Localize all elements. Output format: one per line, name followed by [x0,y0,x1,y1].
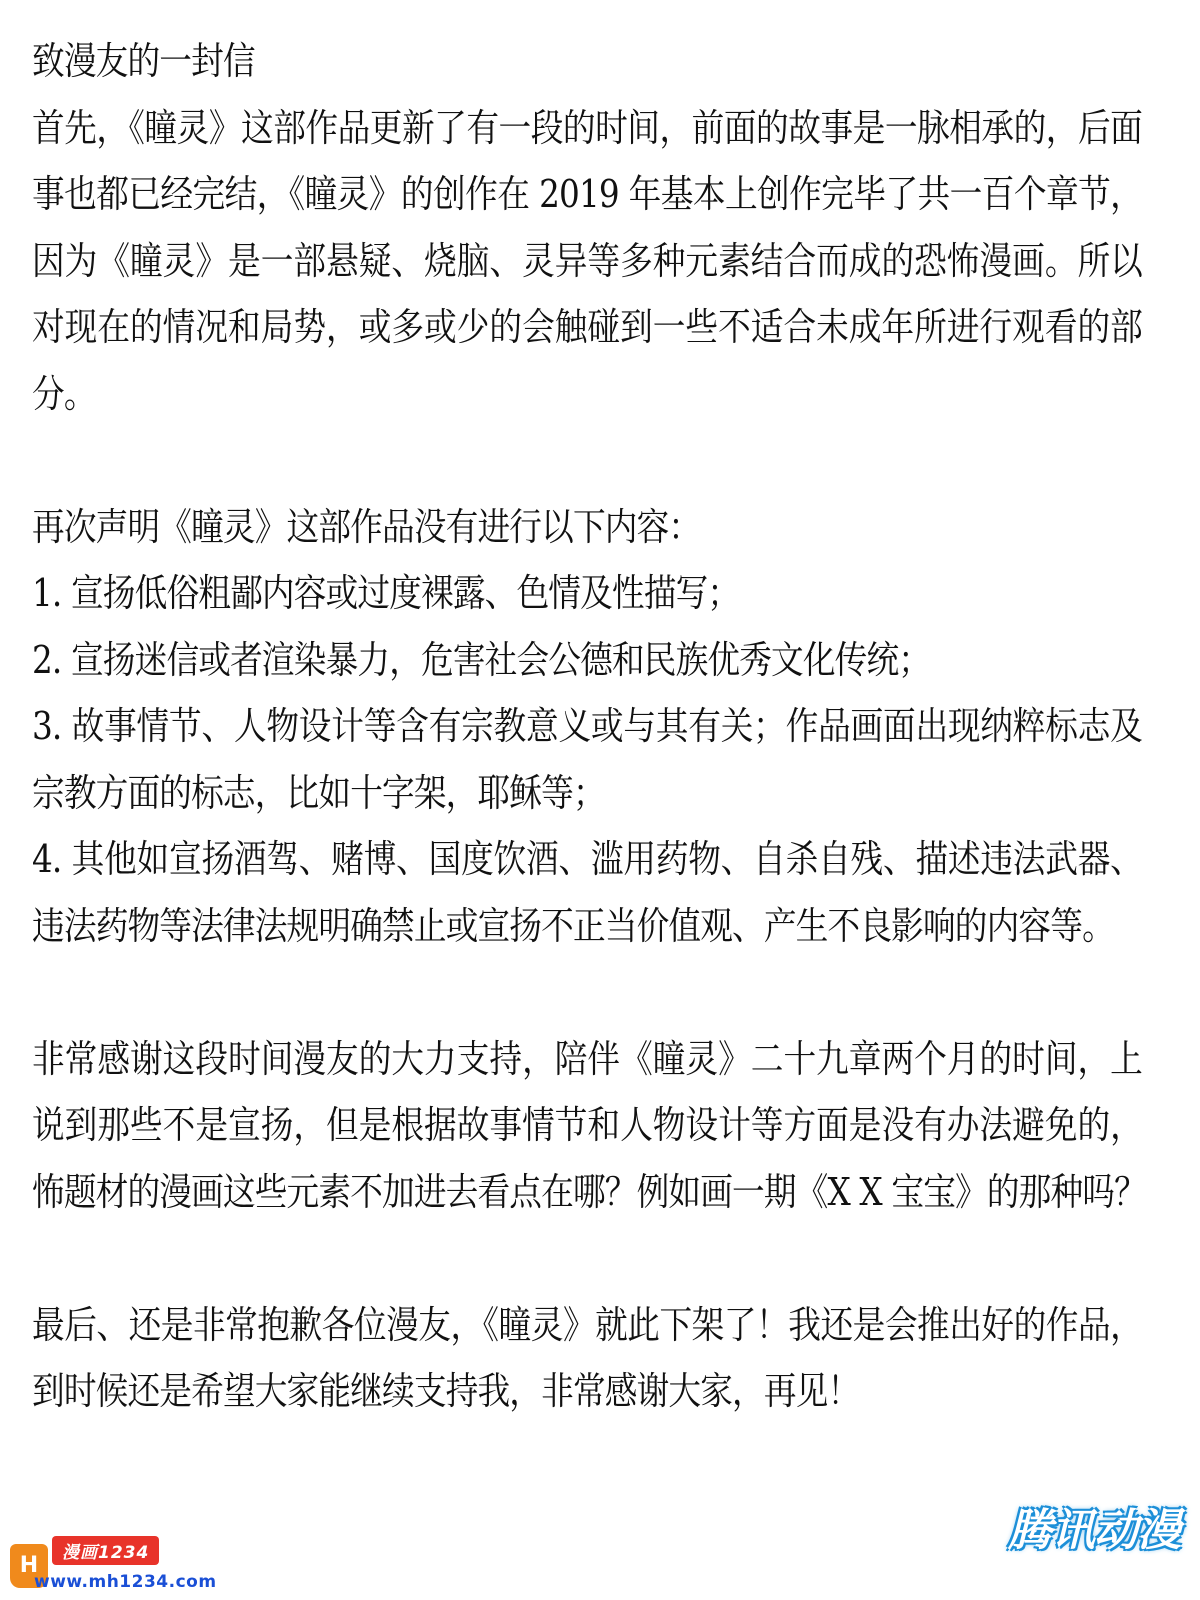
paragraph-3-line: 说到那些不是宣扬，但是根据故事情节和人物设计等方面是没有办法避免的， [32,1103,1142,1147]
tencent-comics-watermark: 腾讯动漫 [1008,1505,1180,1556]
paragraph-1-line: 对现在的情况和局势，或多或少的会触碰到一些不适合未成年所进行观看的部 [32,305,1142,349]
paragraph-gap [32,959,1142,1026]
paragraph-2-line: 4. 其他如宣扬酒驾、赌博、国度饮酒、滥用药物、自杀自残、描述违法武器、 [32,837,1142,881]
paragraph-2-line: 宗教方面的标志，比如十字架，耶稣等； [32,770,605,815]
paragraph-2-line: 违法药物等法律法规明确禁止或宣扬不正当价值观、产生不良影响的内容等。 [32,903,1114,948]
paragraph-1-line: 首先，《瞳灵》这部作品更新了有一段的时间，前面的故事是一脉相承的，后面 [32,105,1142,150]
paragraph-2-line: 再次声明《瞳灵》这部作品没有进行以下内容： [32,504,701,549]
paragraph-3-line: 非常感谢这段时间漫友的大力支持，陪伴《瞳灵》二十九章两个月的时间，上 [32,1036,1142,1081]
paragraph-2-line: 3. 故事情节、人物设计等含有宗教意义或与其有关；作品画面出现纳粹标志及 [32,704,1142,748]
mh1234-url: www.mh1234.com [34,1572,217,1592]
paragraph-3-line: 怖题材的漫画这些元素不加进去看点在哪？例如画一期《X X 宝宝》的那种吗？ [32,1169,1146,1214]
letter-title: 致漫友的一封信 [32,39,255,83]
mh1234-watermark [4,1526,217,1596]
mh1234-badge: 漫画1234 [52,1536,159,1565]
paragraph-4-line: 最后、还是非常抱歉各位漫友，《瞳灵》就此下架了！我还是会推出好的作品， [32,1302,1142,1347]
paragraph-gap [32,1225,1142,1292]
paragraph-2-line: 1. 宣扬低俗粗鄙内容或过度裸露、色情及性描写； [32,571,740,615]
paragraph-2-line: 2. 宣扬迷信或者渲染暴力，危害社会公德和民族优秀文化传统； [32,637,931,682]
paragraph-1-line: 因为《瞳灵》是一部悬疑、烧脑、灵异等多种元素结合而成的恐怖漫画。所以 [32,238,1142,283]
letter-body [32,28,1146,1425]
paragraph-gap [32,427,1142,494]
mh1234-logo-icon: H [10,1544,48,1588]
paragraph-1-line: 事也都已经完结，《瞳灵》的创作在 2019 年基本上创作完毕了共一百个章节， [32,172,1142,216]
paragraph-4-line: 到时候还是希望大家能继续支持我，非常感谢大家，再见！ [32,1369,860,1413]
paragraph-1-line: 分。 [32,371,96,416]
